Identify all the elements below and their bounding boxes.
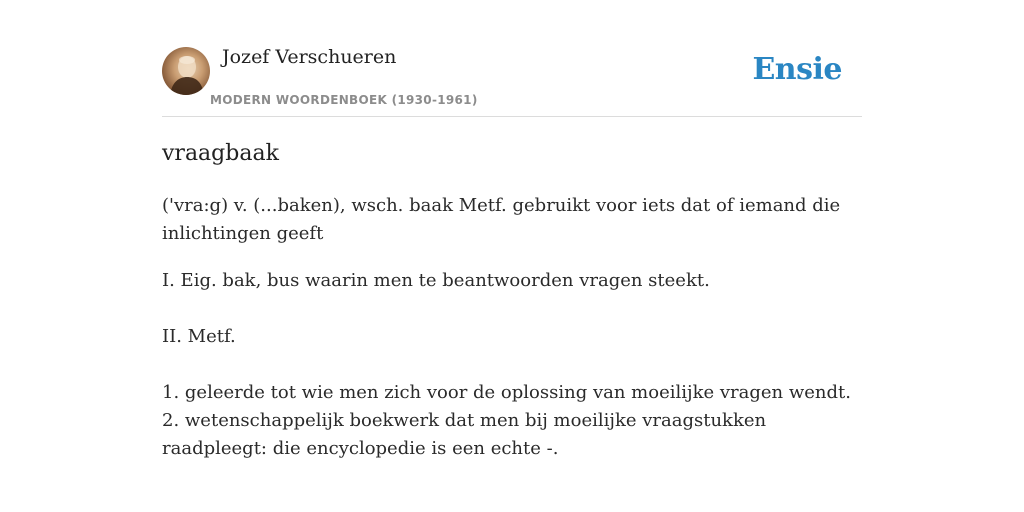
author-name[interactable]: Jozef Verschueren — [222, 46, 397, 68]
entry-header — [162, 0, 862, 117]
sense-1: I. Eig. bak, bus waarin men te beantwoorden vragen steekt. — [162, 270, 710, 291]
author-portrait-icon — [162, 47, 210, 95]
sense-2-heading: II. Metf. — [162, 326, 236, 347]
definition-intro: ('vra:g) v. (...baken), wsch. baak Metf. gebruikt voor iets dat of iemand die inlichtingen geeft — [162, 195, 841, 244]
source-title[interactable]: MODERN WOORDENBOEK (1930-1961) — [210, 93, 478, 107]
entry-word: vraagbaak — [162, 141, 279, 166]
sense-2-list — [162, 379, 862, 463]
entry-card — [162, 0, 862, 512]
author-avatar[interactable] — [162, 47, 210, 95]
sense-2-item: 2. wetenschappelijk boekwerk dat men bij moeilijke vraagstukken raadpleegt: die encyclopedie is een echte -. — [162, 410, 767, 459]
sense-2-item: 1. geleerde tot wie men zich voor de oplossing van moeilijke vragen wendt. — [162, 382, 851, 403]
ensie-logo[interactable]: Ensie — [752, 52, 842, 87]
